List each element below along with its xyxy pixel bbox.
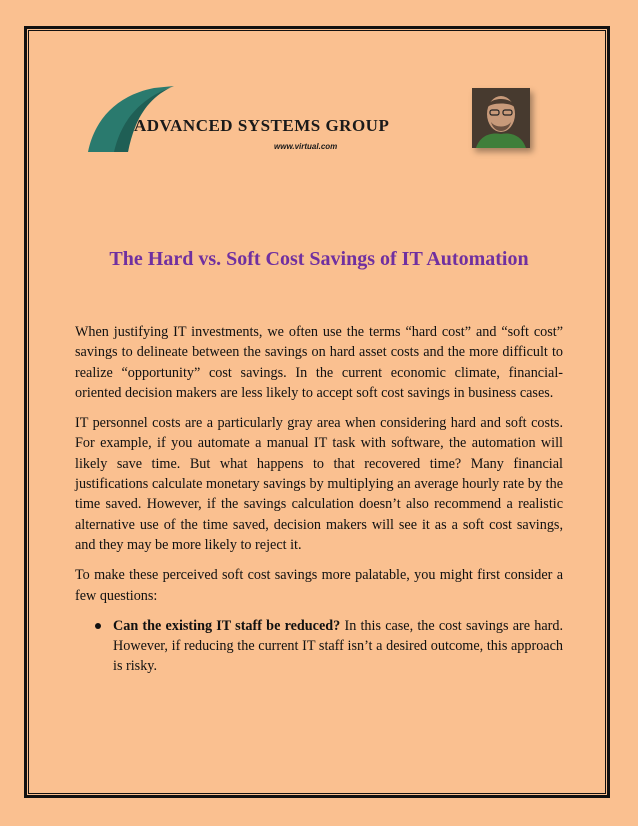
document-title: The Hard vs. Soft Cost Savings of IT Automation xyxy=(109,248,529,270)
company-logo xyxy=(84,82,390,162)
list-item-text: In this case, the cost savings are hard. However, if reducing the current IT staff isn’t a desired outcome, this approach is risky. xyxy=(113,617,563,675)
logo-company-name: ADVANCED SYSTEMS GROUP xyxy=(134,116,390,135)
bullet-icon xyxy=(95,623,101,629)
question-list xyxy=(75,616,563,677)
logo-url: www.virtual.com xyxy=(274,142,338,151)
paragraph: IT personnel costs are a particularly gray area when considering hard and soft costs. For example, if you automate a manual IT task with software, the automation will likely save time. But what happens to that recovered time? Many financial justifications calculate monetary savings by multiplying an average hourly rate by the time saved. However, if the savings calculation doesn’t also recommend a realistic alternative use of the time saved, decision makers will see it as a soft cost savings, and they may be more likely to reject it. xyxy=(75,415,563,553)
list-item-lead: Can the existing IT staff be reduced? xyxy=(113,617,341,634)
paragraph: When justifying IT investments, we often use the terms “hard cost” and “soft cost” savings to delineate between the savings on hard asset costs and the more difficult to realize “opportunity” cost savings. In the current economic climate, financial-oriented decision makers are less likely to accept soft cost savings in business cases. xyxy=(75,324,563,401)
document-body xyxy=(75,322,563,677)
author-photo xyxy=(472,88,530,148)
paragraph: To make these perceived soft cost savings more palatable, you might first consider a few questions: xyxy=(75,567,563,604)
list-item xyxy=(75,616,563,677)
